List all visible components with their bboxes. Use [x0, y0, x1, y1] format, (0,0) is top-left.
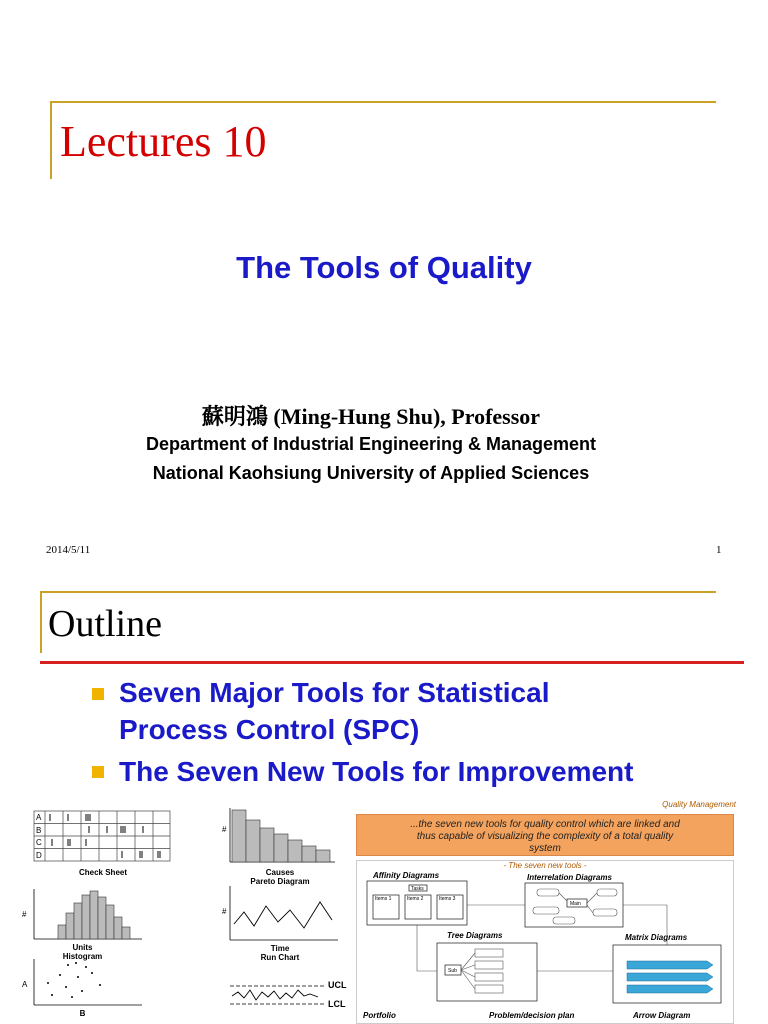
seven-tools-panel — [356, 860, 734, 1024]
scatter-y-axis-label: A — [22, 980, 28, 989]
run-chart-caption: Run Chart — [260, 953, 300, 962]
scatter-x-axis-label: B — [79, 1009, 86, 1018]
pareto-chart — [220, 804, 340, 866]
seven-new-tools-diagram — [356, 800, 736, 1024]
quality-management-header: Quality Management — [662, 800, 736, 809]
slide-date: 2014/5/11 — [46, 544, 91, 556]
check-row-label: A — [36, 813, 42, 822]
affinity-items-box: Items 2 — [407, 896, 424, 902]
title-rule — [52, 101, 716, 103]
control-chart-figure — [228, 970, 348, 1016]
pdpc-label: Problem/decision plan — [489, 1011, 575, 1020]
outline-top-rule — [42, 591, 716, 593]
lcl-label: LCL — [328, 999, 346, 1009]
outline-accent-bar — [40, 591, 42, 653]
run-chart — [220, 884, 340, 942]
outline-slide — [0, 572, 768, 1024]
control-chart — [228, 970, 352, 1014]
seven-tools-schematic — [357, 861, 733, 1023]
bullet-item-1: Seven Major Tools for Statistical Process Control (SPC) — [119, 677, 550, 745]
tree-diagrams-label: Tree Diagrams — [447, 931, 503, 940]
slide-title: Lectures 10 — [60, 117, 267, 166]
arrow-diagram-label: Arrow Diagram — [633, 1011, 691, 1020]
check-sheet-caption: Check Sheet — [78, 868, 128, 877]
pareto-x-caption: Causes — [265, 868, 295, 877]
department-line: Department of Industrial Engineering & Management — [145, 434, 597, 454]
check-row-label: D — [36, 851, 42, 860]
author-line: 蘇明鴻 (Ming-Hung Shu), Professor — [201, 404, 541, 429]
check-sheet-grid — [33, 810, 173, 866]
scatter-chart — [20, 957, 145, 1007]
affinity-items-box: Items 3 — [439, 896, 456, 902]
histogram-y-symbol: # — [22, 910, 27, 919]
run-chart-x-caption: Time — [270, 944, 290, 953]
run-chart-figure — [220, 884, 340, 962]
tree-sub-box: Sub — [448, 968, 457, 974]
histogram-caption: Histogram — [62, 952, 103, 961]
portfolio-label: Portfolio — [363, 1011, 396, 1020]
check-sheet-figure — [33, 810, 173, 877]
bullet-marker-1 — [92, 688, 104, 700]
run-chart-y-symbol: # — [222, 907, 227, 916]
matrix-diagrams-label: Matrix Diagrams — [625, 933, 688, 942]
histogram-figure — [20, 887, 145, 961]
title-accent-bar — [50, 101, 52, 179]
scatter-figure — [20, 957, 145, 1018]
university-line: National Kaohsiung University of Applied Sciences — [152, 463, 590, 483]
outline-title: Outline — [48, 603, 162, 645]
check-row-label: B — [36, 826, 42, 835]
affinity-items-box: Items 1 — [375, 896, 392, 902]
seven-tools-label: - The seven new tools - — [503, 861, 587, 870]
pareto-y-symbol: # — [222, 825, 227, 834]
pareto-figure — [220, 804, 340, 886]
interrelation-main-box: Main — [570, 901, 581, 907]
seven-tools-banner: ...the seven new tools for quality control which are linked and thus capable of visualizing the complexity of a total quality system — [356, 814, 734, 856]
histogram-x-caption: Units — [72, 943, 93, 952]
slide-page-number: 1 — [716, 544, 722, 556]
histogram-chart — [20, 887, 145, 941]
bullet-item-2: The Seven New Tools for Improvement — [119, 756, 634, 787]
pareto-caption: Pareto Diagram — [250, 877, 310, 886]
ucl-label: UCL — [328, 980, 347, 990]
slide-subtitle: The Tools of Quality — [236, 250, 532, 285]
affinity-tasks-box: Tasks — [411, 886, 424, 892]
outline-title-underline — [40, 661, 744, 664]
interrelation-diagrams-label: Interrelation Diagrams — [527, 873, 612, 882]
affinity-diagrams-label: Affinity Diagrams — [373, 871, 440, 880]
check-row-label: C — [36, 838, 42, 847]
bullet-marker-2 — [92, 766, 104, 778]
